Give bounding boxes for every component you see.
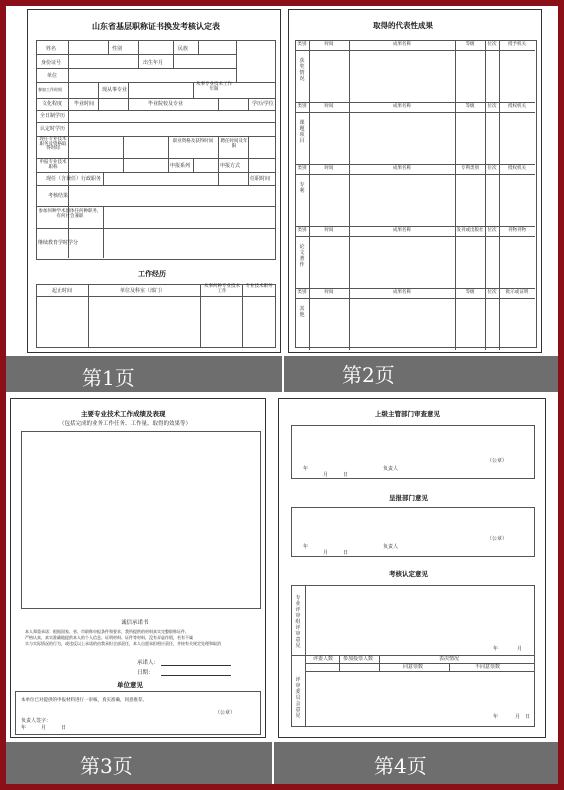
- label-admin-post: 现任（含兼任）行政职务: [46, 176, 102, 182]
- section-4-header-4: 发刊或出版社: [456, 228, 484, 233]
- section-1-header-1: 类别: [297, 42, 307, 47]
- section-3-header-2: 时间: [324, 166, 334, 171]
- p4-month-2: 月: [323, 550, 329, 556]
- work-col-field: 从事何种专业技术工作: [204, 284, 240, 294]
- page-4-sheet: [278, 398, 546, 738]
- section-3-header-6: 授权机关: [508, 166, 526, 171]
- label-name: 姓名: [46, 46, 57, 52]
- panel-opinion-label: 专业评审组评审意见: [295, 595, 301, 649]
- p4-day-1: 日: [343, 472, 349, 478]
- page-4-title-1: 上级主管部门审查意见: [375, 410, 440, 418]
- page-2-title: 取得的代表性成果: [373, 21, 433, 30]
- label-qualification: 职业资格及获得时间: [172, 139, 214, 144]
- section-5-header-3: 成果名称: [393, 290, 411, 295]
- vote-agree: 同意票数: [403, 664, 424, 670]
- section-1-header-4: 等级: [465, 42, 475, 47]
- page-4-title-2: 呈报部门意见: [389, 494, 428, 502]
- unit-year: 年: [21, 725, 27, 731]
- section-5-header-5: 位次: [487, 290, 497, 295]
- section-4-header-1: 类别: [297, 228, 307, 233]
- superior-opinion-box: [291, 425, 535, 479]
- p4-month-4: 月: [515, 714, 521, 720]
- page-1-panel: [6, 6, 282, 356]
- page-4-title-3: 考核认定意见: [389, 570, 428, 578]
- label-fulltime: 全日制学历: [40, 113, 66, 119]
- p4-day-2: 日: [343, 550, 349, 556]
- p4-month-3: 月: [517, 646, 523, 652]
- label-appoint-time: 聘任时间及年限: [220, 139, 248, 149]
- pledge-title: 诚信承诺书: [121, 620, 149, 626]
- label-current-title: 现任专业技术职务及资格取得时间: [39, 137, 67, 151]
- label-apply-series: 申报系列: [170, 163, 191, 169]
- vote-judges: 评委人数: [313, 656, 334, 662]
- label-recognized: 认定时学历: [40, 126, 66, 132]
- label-post-time: 任职时间: [250, 176, 271, 182]
- section-3-header-4: 专利类别: [461, 166, 479, 171]
- p4-seal-2: （公章）: [487, 536, 508, 542]
- vote-disagree: 不同意票数: [475, 664, 501, 670]
- page-3-panel: [6, 394, 272, 740]
- page-1-label: 第1页: [82, 366, 135, 390]
- achievements-table: [295, 40, 537, 348]
- section-5-header-4: 等级: [465, 290, 475, 295]
- p4-year-4: 年: [493, 714, 499, 720]
- section-1-header-5: 位次: [487, 42, 497, 47]
- section-2-header-2: 时间: [324, 104, 334, 109]
- label-gender: 性别: [112, 46, 123, 52]
- label-continuing-edu: 继续教育学时学分: [38, 240, 79, 246]
- page-3-title: 主要专业技术工作成绩及表现: [81, 410, 166, 418]
- section-2-header-3: 成果名称: [393, 104, 411, 109]
- section-5-label: 其他: [299, 306, 305, 318]
- signer-label: 承诺人：: [137, 660, 160, 666]
- page-2-panel: [284, 6, 558, 356]
- section-3-header-3: 成果名称: [393, 166, 411, 171]
- unit-month: 月: [41, 725, 47, 731]
- page-2-label: 第2页: [342, 363, 395, 387]
- page-1-title: 山东省基层职称证书换发考核认定表: [92, 21, 220, 31]
- section-2-header-4: 等级: [465, 104, 475, 109]
- label-degree: 学历/学位: [252, 101, 274, 107]
- page-4-panel: [274, 394, 558, 740]
- page-4-label-bar: [274, 742, 558, 784]
- date-label: 日期：: [137, 670, 154, 676]
- page-2-label-bar: [284, 356, 558, 392]
- p4-seal-1: （公章）: [487, 458, 508, 464]
- page-3-label-bar: [6, 742, 272, 784]
- unit-opinion-text: 本单位已对提供的申报材料进行一审核，真实准确，同意推荐。: [21, 698, 147, 703]
- label-birth: 出生年月: [143, 60, 164, 66]
- unit-seal: （公章）: [215, 710, 236, 716]
- label-unit: 单位: [47, 73, 58, 79]
- p4-head-2: 负责人: [383, 544, 399, 550]
- section-4-header-3: 成果名称: [393, 228, 411, 233]
- vote-result: 表决情况: [439, 656, 460, 662]
- page-2-sheet: [288, 9, 542, 353]
- label-academic: 参加何种学术团体任何种职务，有何社会兼职: [38, 209, 102, 219]
- section-1-header-3: 成果名称: [393, 42, 411, 47]
- section-3-header-1: 类别: [297, 166, 307, 171]
- label-major: 现从事专业: [102, 87, 128, 93]
- work-performance-box: [21, 431, 261, 609]
- unit-day: 日: [61, 725, 67, 731]
- page-3-subtitle: （包括完成的业务工作任务、工作量、取得的效果等）: [59, 421, 192, 427]
- section-3-label: 专利: [299, 182, 305, 194]
- label-grad-time: 毕业时间: [74, 101, 95, 107]
- pledge-line-2: 严格认真，真实准确地提供本人的个人信息、证明材料、证件等材料，没有弄虚作假，若有不属: [25, 635, 193, 640]
- work-col-title: 专业技术职务: [245, 284, 273, 289]
- label-work-start: 参加工作时间: [38, 87, 62, 92]
- work-col-period: 起止时间: [52, 288, 73, 294]
- section-3-header-5: 位次: [487, 166, 497, 171]
- work-history-title: 工作经历: [138, 269, 166, 278]
- label-apply-title: 申报专业技术职称: [39, 160, 67, 170]
- section-1-header-6: 授予机关: [508, 42, 526, 47]
- section-2-header-6: 授权机关: [508, 104, 526, 109]
- label-ethnicity: 民族: [178, 46, 189, 52]
- page-3-label: 第3页: [80, 754, 133, 778]
- section-5-header-2: 时间: [324, 290, 334, 295]
- section-2-header-1: 类别: [297, 104, 307, 109]
- section-4-label: 论文著作: [299, 244, 305, 268]
- page-1-sheet: [27, 9, 281, 353]
- p4-day-4: 日: [525, 714, 531, 720]
- p4-month-1: 月: [323, 472, 329, 478]
- label-id-number: 身份证号: [41, 60, 62, 66]
- page-3-sheet: [10, 398, 266, 738]
- section-4-header-6: 刊物刊物: [508, 228, 526, 233]
- label-apply-method: 申报方式: [220, 163, 241, 169]
- section-5-header-1: 类别: [297, 290, 307, 295]
- section-5-header-6: 批示或证明: [505, 290, 529, 295]
- label-school: 毕业院校及专业: [148, 101, 184, 107]
- label-years: 从事专业技术工作年限: [196, 82, 232, 92]
- section-4-header-5: 位次: [487, 228, 497, 233]
- unit-opinion-title: 单位意见: [117, 681, 143, 689]
- pledge-line-1: 本人郑重承诺：根据国家、省、市职称申报条件和要求，我所提供的材料真实完整职称证件、: [25, 629, 189, 634]
- pledge-line-3: 实与实际情况的行为，或违反以上承诺的由我承担全部责任，本人自愿承担相应责任，并按有关规定处理和取消: [25, 641, 221, 646]
- page-4-label: 第4页: [374, 754, 427, 778]
- vote-participants: 参加投票人数: [343, 656, 374, 662]
- responsible-label: 负责人签字：: [21, 718, 52, 724]
- label-education: 文化程度: [42, 101, 63, 107]
- section-1-label: 获奖情况: [299, 58, 305, 82]
- section-4-header-2: 时间: [324, 228, 334, 233]
- section-2-label: 课题项目: [299, 120, 305, 144]
- p4-year-3: 年: [493, 646, 499, 652]
- p4-year-1: 年: [303, 466, 309, 472]
- page-1-label-bar: [6, 356, 282, 392]
- p4-year-2: 年: [303, 544, 309, 550]
- p4-head-1: 负责人: [383, 466, 399, 472]
- label-assessment: 考核结果: [48, 193, 69, 199]
- work-col-unit: 单位及科室（部门）: [120, 288, 166, 294]
- committee-opinion-label: 评审委员会意见: [295, 677, 301, 719]
- section-2-header-5: 位次: [487, 104, 497, 109]
- section-1-header-2: 时间: [324, 42, 334, 47]
- info-table: [36, 40, 276, 260]
